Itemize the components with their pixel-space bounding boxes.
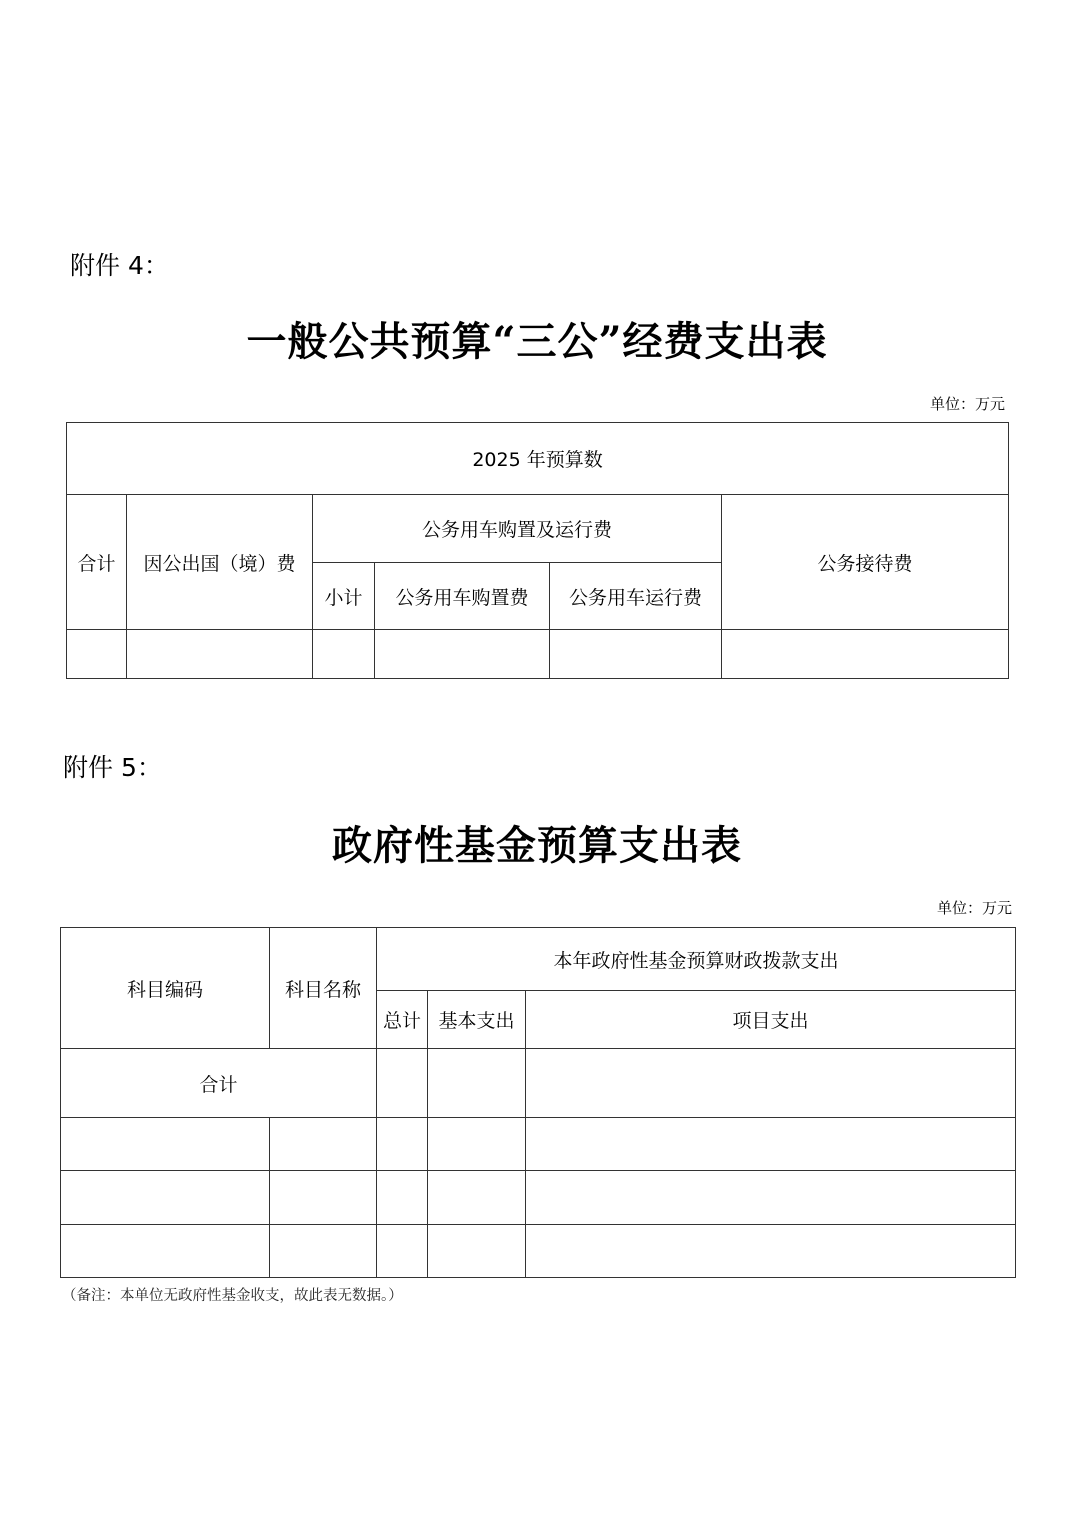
table-cell (526, 1118, 1016, 1171)
table-cell (428, 1171, 526, 1225)
table-cell (377, 1049, 428, 1118)
total-row (61, 1049, 1016, 1118)
header-project: 项目支出 (526, 991, 1016, 1049)
table-cell (377, 1118, 428, 1171)
table-cell (428, 1225, 526, 1278)
table-cell (428, 1118, 526, 1171)
table-cell (127, 630, 313, 679)
table-cell (270, 1171, 377, 1225)
header-abroad: 因公出国（境）费 (127, 495, 313, 630)
table-cell (550, 630, 722, 679)
attachment-4-title: 一般公共预算“三公”经费支出表 (246, 318, 828, 365)
table-cell (526, 1225, 1016, 1278)
attachment-4-unit: 单位：万元 (929, 395, 1005, 413)
header-car-group: 公务用车购置及运行费 (313, 495, 722, 563)
table-row (61, 1171, 1016, 1225)
table-cell (313, 630, 375, 679)
header-total: 合计 (67, 495, 127, 630)
table-cell (526, 1171, 1016, 1225)
header-year: 2025 年预算数 (67, 423, 1009, 495)
table-row (61, 1225, 1016, 1278)
table-row (61, 1118, 1016, 1171)
attachment-5-title: 政府性基金预算支出表 (332, 822, 742, 869)
header-total: 总计 (377, 991, 428, 1049)
table-cell (428, 1049, 526, 1118)
table-cell (67, 630, 127, 679)
header-basic: 基本支出 (428, 991, 526, 1049)
header-code: 科目编码 (61, 928, 270, 1049)
attachment-5-label: 附件 5： (63, 753, 162, 782)
table-note: （备注：本单位无政府性基金收支，故此表无数据。） (62, 1288, 403, 1304)
attachment-4-label: 附件 4： (70, 251, 169, 280)
table-cell (61, 1118, 270, 1171)
table-row (67, 630, 1009, 679)
table-cell (377, 1225, 428, 1278)
header-group: 本年政府性基金预算财政拨款支出 (377, 928, 1016, 991)
table-cell (61, 1225, 270, 1278)
attachment-5-unit: 单位：万元 (936, 899, 1012, 917)
header-reception: 公务接待费 (722, 495, 1009, 630)
table-cell (375, 630, 550, 679)
header-car-purchase: 公务用车购置费 (375, 563, 550, 630)
table-cell (722, 630, 1009, 679)
table-cell (526, 1049, 1016, 1118)
table-cell (270, 1225, 377, 1278)
header-name: 科目名称 (270, 928, 377, 1049)
table-cell (377, 1171, 428, 1225)
government-fund-table (60, 927, 1016, 1278)
three-public-expenses-table (66, 422, 1009, 679)
total-row-label: 合计 (61, 1049, 377, 1118)
table-cell (61, 1171, 270, 1225)
header-car-subtotal: 小计 (313, 563, 375, 630)
table-cell (270, 1118, 377, 1171)
header-car-operation: 公务用车运行费 (550, 563, 722, 630)
